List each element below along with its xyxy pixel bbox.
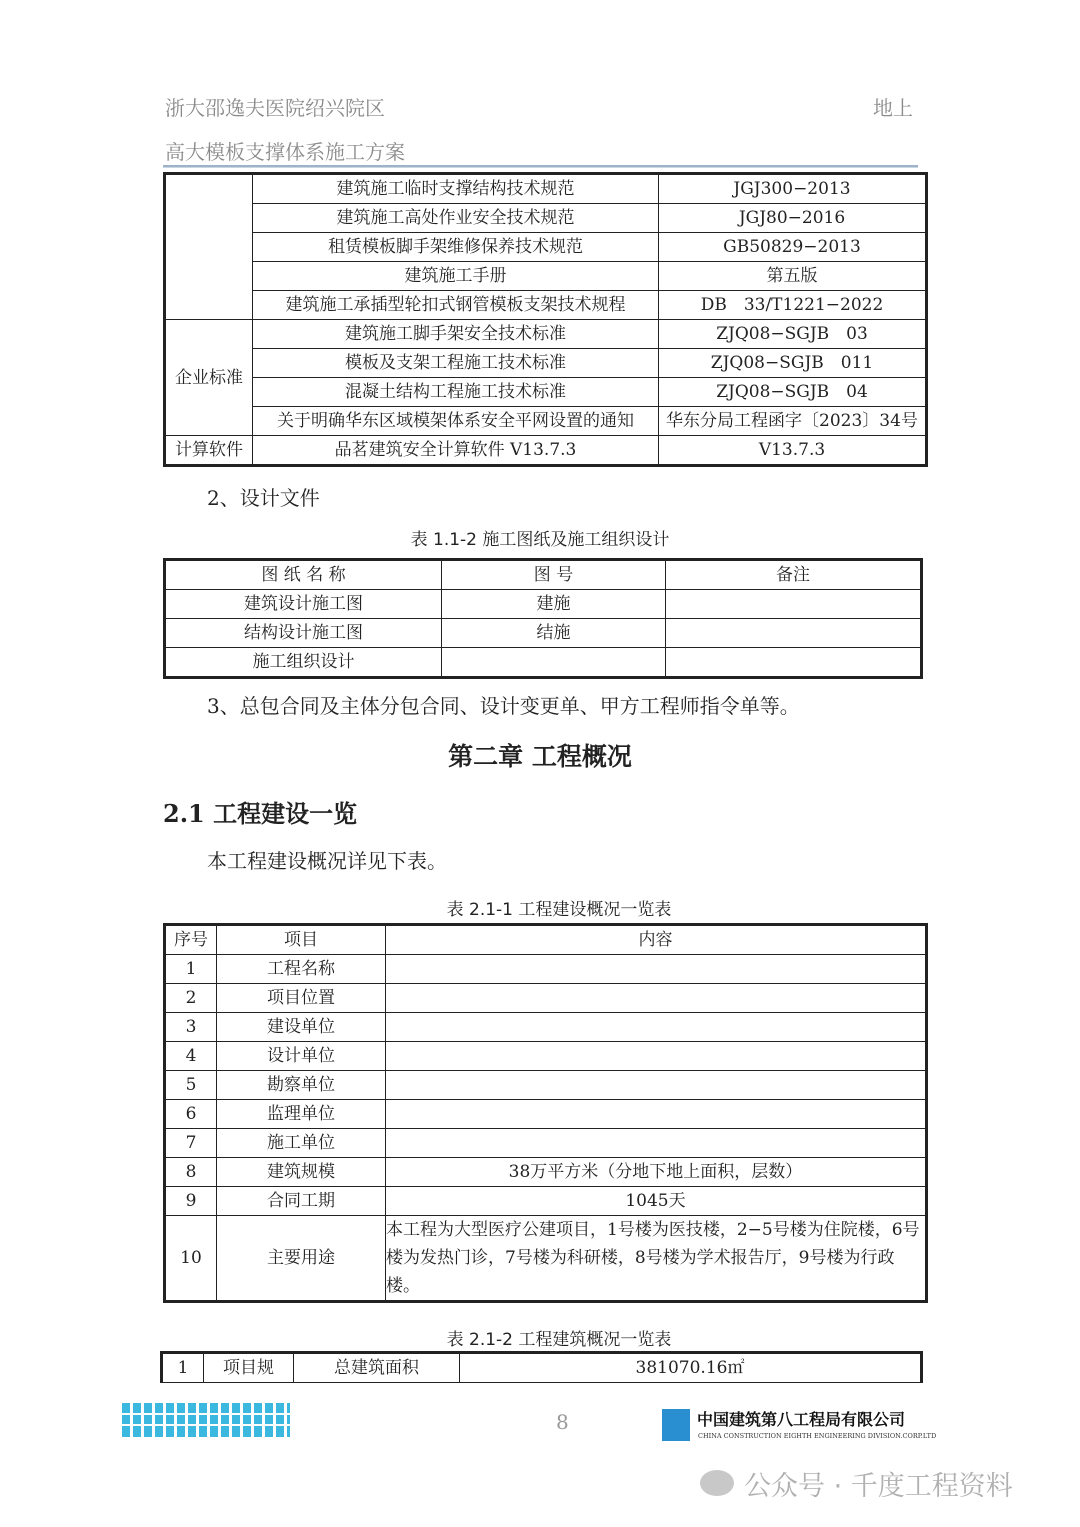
overview-table	[163, 923, 928, 1303]
cell: 项目位置	[217, 984, 386, 1013]
cell	[386, 1071, 927, 1100]
cell: 2	[165, 984, 217, 1013]
cell: 1	[162, 1353, 204, 1383]
page-number: 8	[556, 1410, 569, 1434]
cell	[386, 984, 927, 1013]
cell: 1045天	[386, 1187, 927, 1216]
cell: 总建筑面积	[294, 1353, 460, 1383]
table-row	[165, 291, 927, 320]
table-row	[165, 349, 927, 378]
header-project: 浙大邵逸夫医院绍兴院区	[165, 96, 385, 120]
cell	[666, 648, 922, 678]
table-row	[165, 1071, 927, 1100]
table-row	[165, 1187, 927, 1216]
cell: 设计单位	[217, 1042, 386, 1071]
table-row	[165, 560, 922, 590]
table-row	[165, 925, 927, 955]
table-row	[165, 1129, 927, 1158]
cell: 建筑施工脚手架安全技术标准	[253, 320, 659, 349]
cell: 勘察单位	[217, 1071, 386, 1100]
cell: ZJQ08−SGJB 011	[659, 349, 927, 378]
table-row	[165, 619, 922, 648]
caption-table-2-1-2: 表 2.1-2 工程建筑概况一览表	[446, 1330, 672, 1350]
section-title: 2.1 工程建设一览	[163, 799, 358, 828]
cell: V13.7.3	[659, 436, 927, 466]
para-design: 2、设计文件	[207, 486, 320, 510]
cell: 项目	[217, 925, 386, 955]
cell: 7	[165, 1129, 217, 1158]
table-row	[165, 1013, 927, 1042]
cell: 工程名称	[217, 955, 386, 984]
table-row	[165, 984, 927, 1013]
cell: 图 号	[442, 560, 666, 590]
cell: 建施	[442, 590, 666, 619]
cell: 本工程为大型医疗公建项目，1号楼为医技楼，2−5号楼为住院楼，6号楼为发热门诊，7号楼为科研楼，8号楼为学术报告厅，9号楼为行政楼。	[386, 1216, 927, 1302]
cell: 合同工期	[217, 1187, 386, 1216]
cell: 6	[165, 1100, 217, 1129]
cell: 施工组织设计	[165, 648, 442, 678]
cell: 项目规	[204, 1353, 294, 1383]
cell: JGJ300−2013	[659, 174, 927, 204]
chapter-title: 第二章 工程概况	[448, 742, 632, 771]
cell: 结施	[442, 619, 666, 648]
cell: 建筑施工高处作业安全技术规范	[253, 204, 659, 233]
cell	[442, 648, 666, 678]
cell: 序号	[165, 925, 217, 955]
building-table	[160, 1351, 923, 1383]
table-row	[165, 1216, 927, 1302]
cell: 建筑规模	[217, 1158, 386, 1187]
para-contract: 3、总包合同及主体分包合同、设计变更单、甲方工程师指令单等。	[207, 694, 800, 718]
cell: 施工单位	[217, 1129, 386, 1158]
table-row	[165, 648, 922, 678]
cell	[386, 955, 927, 984]
caption-table-1-1-2: 表 1.1-2 施工图纸及施工组织设计	[410, 530, 670, 550]
table-row	[162, 1353, 922, 1383]
cell: ZJQ08−SGJB 03	[659, 320, 927, 349]
cell: 图 纸 名 称	[165, 560, 442, 590]
cell: 计算软件	[165, 436, 253, 466]
cell: 第五版	[659, 262, 927, 291]
cell: 1	[165, 955, 217, 984]
table-row	[165, 407, 927, 436]
cell: 381070.16㎡	[460, 1353, 922, 1383]
table-row	[165, 590, 922, 619]
cell: JGJ80−2016	[659, 204, 927, 233]
table-row	[165, 233, 927, 262]
cell: 4	[165, 1042, 217, 1071]
header-rule	[163, 165, 918, 168]
cell: 3	[165, 1013, 217, 1042]
cell	[666, 619, 922, 648]
cell: 混凝土结构工程施工技术标准	[253, 378, 659, 407]
company-name-cn: 中国建筑第八工程局有限公司	[697, 1410, 906, 1429]
table-row	[165, 320, 927, 349]
company-logo-icon	[662, 1409, 690, 1441]
group-cell-empty	[165, 174, 253, 320]
cell: 建筑施工手册	[253, 262, 659, 291]
cell: 9	[165, 1187, 217, 1216]
drawings-table	[163, 558, 923, 679]
cell: 关于明确华东区域模架体系安全平网设置的通知	[253, 407, 659, 436]
cell: GB50829−2013	[659, 233, 927, 262]
para-intro: 本工程建设概况详见下表。	[207, 849, 447, 873]
company-name-en: CHINA CONSTRUCTION EIGHTH ENGINEERING DIVISION.CORP.LTD	[698, 1432, 937, 1440]
table-row	[165, 378, 927, 407]
cell: 品茗建筑安全计算软件 V13.7.3	[253, 436, 659, 466]
cell: ZJQ08−SGJB 04	[659, 378, 927, 407]
footer-stripe-logo	[122, 1403, 290, 1437]
cell: 华东分局工程函字〔2023〕34号	[659, 407, 927, 436]
table-row	[165, 262, 927, 291]
table-row	[165, 1100, 927, 1129]
table-row	[165, 1042, 927, 1071]
cell: 模板及支架工程施工技术标准	[253, 349, 659, 378]
caption-table-2-1-1: 表 2.1-1 工程建设概况一览表	[446, 900, 672, 920]
cell: 租赁模板脚手架维修保养技术规范	[253, 233, 659, 262]
header-right: 地上	[873, 96, 913, 120]
cell	[386, 1042, 927, 1071]
cell: 企业标准	[165, 320, 253, 436]
cell: 8	[165, 1158, 217, 1187]
cell: 内容	[386, 925, 927, 955]
cell	[386, 1013, 927, 1042]
cell: 建筑施工临时支撑结构技术规范	[253, 174, 659, 204]
cell: 38万平方米（分地下地上面积，层数）	[386, 1158, 927, 1187]
cell	[386, 1129, 927, 1158]
cell	[386, 1100, 927, 1129]
cell: 主要用途	[217, 1216, 386, 1302]
cell	[666, 590, 922, 619]
wechat-icon	[700, 1470, 734, 1496]
table-row	[165, 174, 927, 204]
watermark: 公众号 · 千度工程资料	[744, 1471, 1013, 1502]
table-row	[165, 436, 927, 466]
cell: 建设单位	[217, 1013, 386, 1042]
cell: 5	[165, 1071, 217, 1100]
table-row	[165, 204, 927, 233]
cell: 结构设计施工图	[165, 619, 442, 648]
cell: 10	[165, 1216, 217, 1302]
cell: 监理单位	[217, 1100, 386, 1129]
table-row	[165, 955, 927, 984]
cell: 建筑设计施工图	[165, 590, 442, 619]
standards-table	[163, 172, 928, 467]
cell: 备注	[666, 560, 922, 590]
table-row	[165, 1158, 927, 1187]
cell: DB 33/T1221−2022	[659, 291, 927, 320]
cell: 建筑施工承插型轮扣式钢管模板支架技术规程	[253, 291, 659, 320]
header-doc-title: 高大模板支撑体系施工方案	[165, 140, 405, 164]
